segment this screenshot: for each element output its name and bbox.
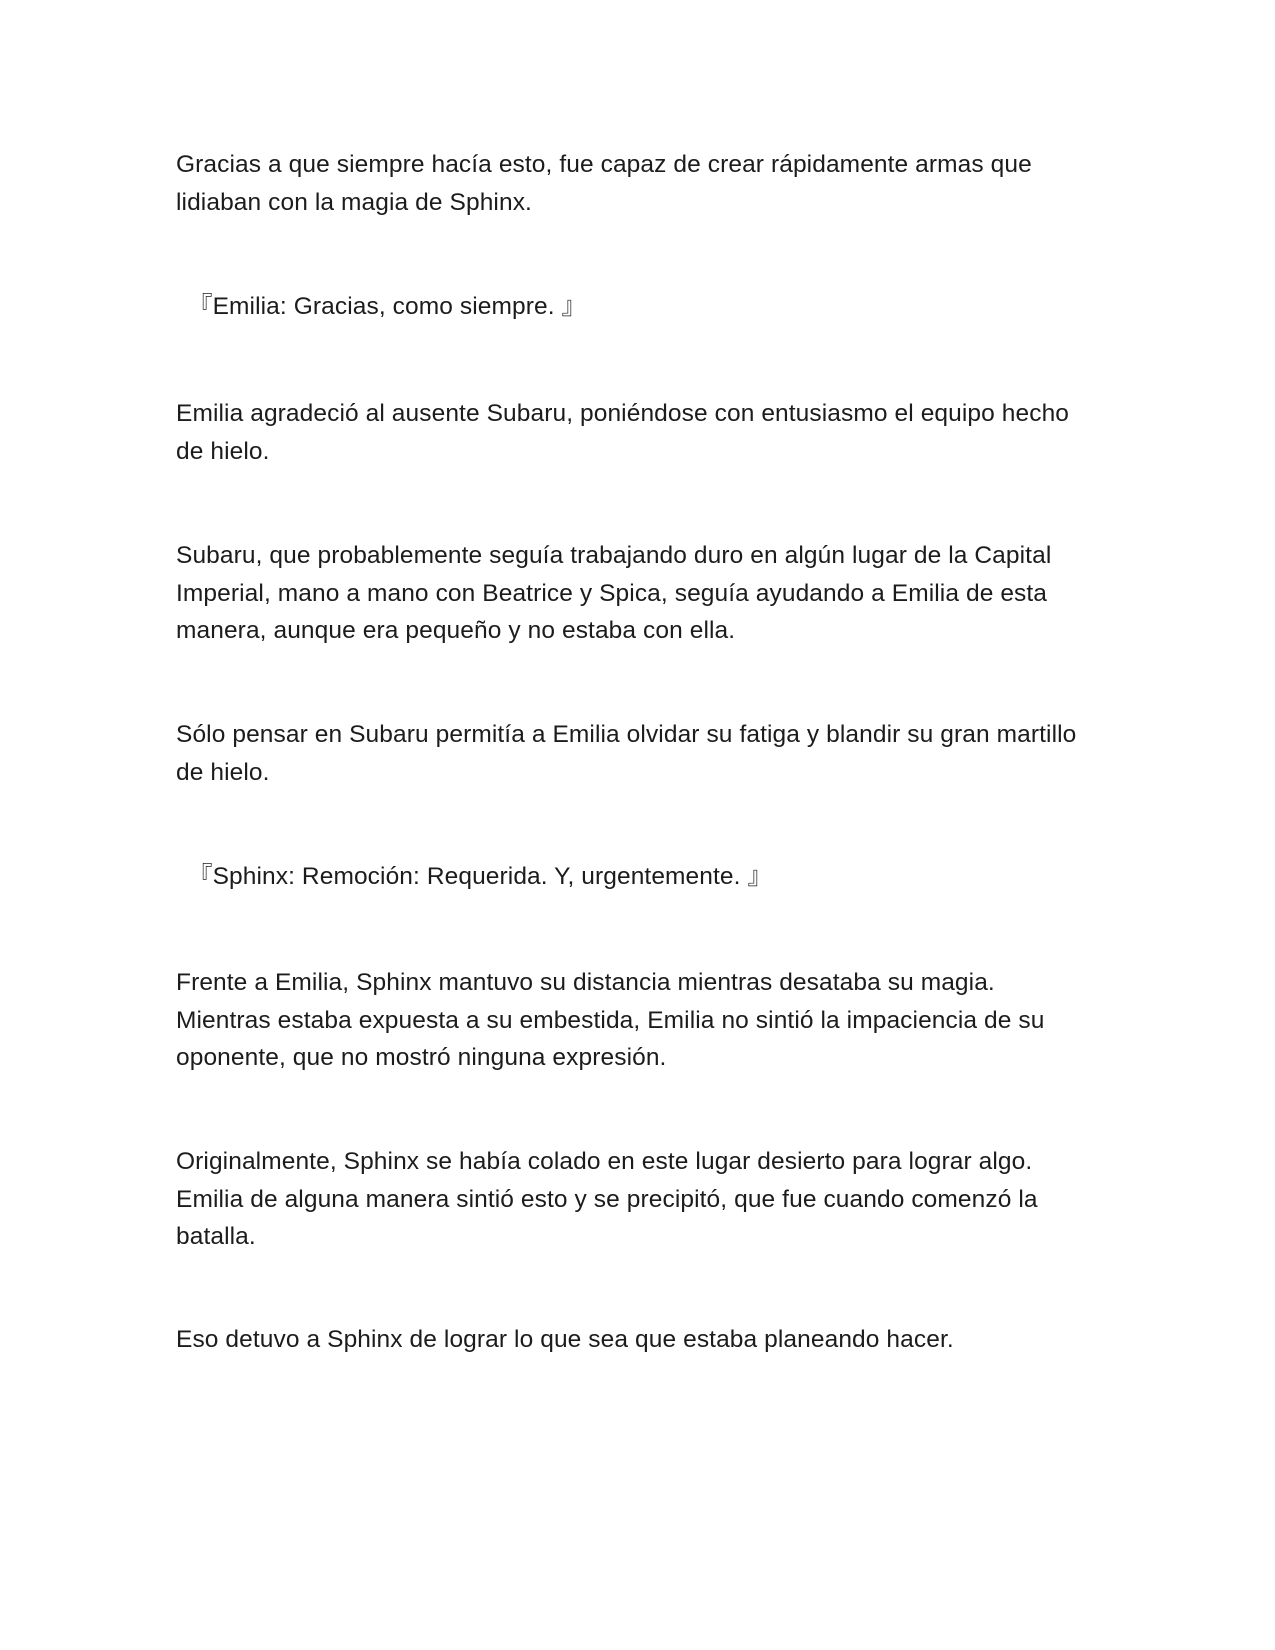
paragraph: Frente a Emilia, Sphinx mantuvo su distancia mientras desataba su magia. Mientras estaba expuesta a su embestida, Emilia no sintió la impaciencia de su oponente, que no mostró ninguna expresión. xyxy=(176,969,1045,1071)
paragraph: Gracias a que siempre hacía esto, fue capaz de crear rápidamente armas que lidiaban con la magia de Sphinx. xyxy=(176,151,1032,216)
paragraph: Eso detuvo a Sphinx de lograr lo que sea que estaba planeando hacer. xyxy=(176,1326,954,1353)
dialogue-line: 『Emilia: Gracias, como siempre. 』 xyxy=(188,293,587,320)
paragraph: Originalmente, Sphinx se había colado en este lugar desierto para lograr algo. Emilia de alguna manera sintió esto y se precipitó, que fue cuando comenzó la batalla. xyxy=(176,1148,1038,1250)
paragraph: Emilia agradeció al ausente Subaru, poniéndose con entusiasmo el equipo hecho de hielo. xyxy=(176,400,1070,465)
paragraph: Sólo pensar en Subaru permitía a Emilia olvidar su fatiga y blandir su gran martillo de hielo. xyxy=(176,721,1077,786)
dialogue-line: 『Sphinx: Remoción: Requerida. Y, urgentemente. 』 xyxy=(188,863,773,890)
paragraph: Subaru, que probablemente seguía trabajando duro en algún lugar de la Capital Imperial, mano a mano con Beatrice y Spica, seguía ayudando a Emilia de esta manera, aunque era pequeño y no estaba con ella. xyxy=(176,542,1052,644)
